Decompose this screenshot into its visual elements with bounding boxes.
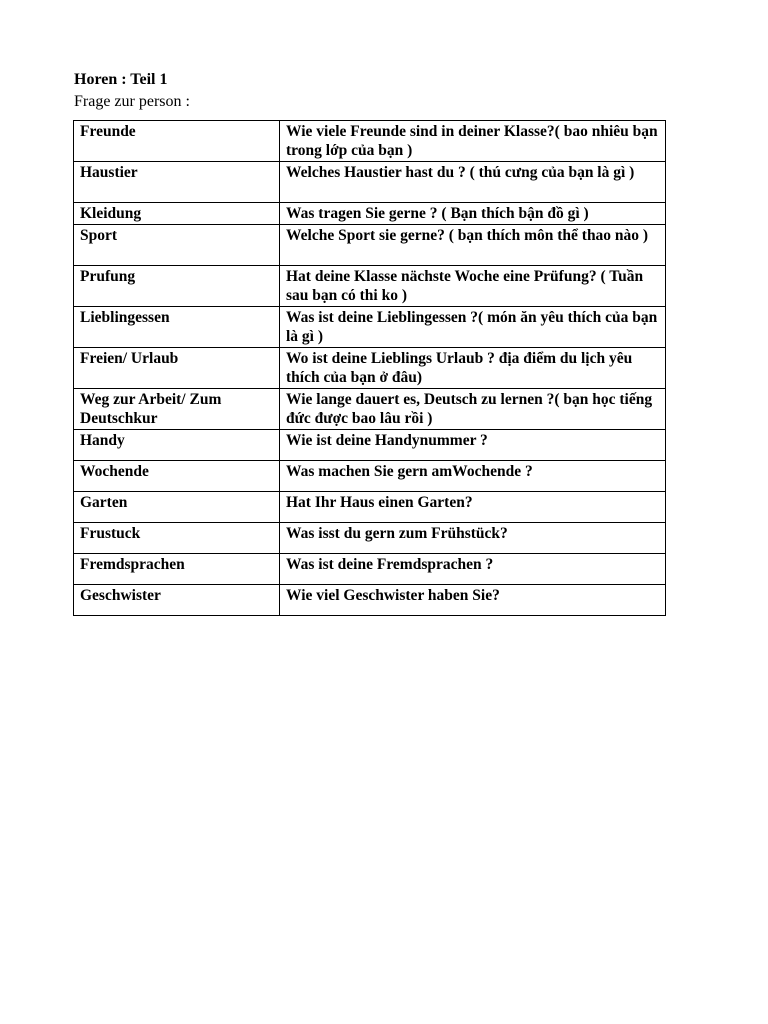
question-cell: Wie viele Freunde sind in deiner Klasse?( bao nhiêu bạn trong lớp của bạn ) [280, 121, 666, 162]
table-row [74, 389, 666, 430]
topic-cell: Fremdsprachen [74, 554, 280, 585]
question-cell: Wie viel Geschwister haben Sie? [280, 585, 666, 616]
topic-cell: Geschwister [74, 585, 280, 616]
table-row [74, 585, 666, 616]
topic-cell: Freien/ Urlaub [74, 348, 280, 389]
table-row [74, 203, 666, 225]
table-row [74, 430, 666, 461]
question-cell: Was machen Sie gern amWochende ? [280, 461, 666, 492]
question-cell: Wie lange dauert es, Deutsch zu lernen ?( bạn học tiếng đức được bao lâu rồi ) [280, 389, 666, 430]
question-cell: Hat deine Klasse nächste Woche eine Prüfung? ( Tuần sau bạn có thi ko ) [280, 266, 666, 307]
topic-cell: Prufung [74, 266, 280, 307]
table-row [74, 492, 666, 523]
topic-cell: Sport [74, 225, 280, 266]
table-row [74, 162, 666, 203]
question-cell: Was ist deine Lieblingessen ?( món ăn yêu thích của bạn là gì ) [280, 307, 666, 348]
vocabulary-table [73, 120, 666, 616]
topic-cell: Wochende [74, 461, 280, 492]
topic-cell: Weg zur Arbeit/ Zum Deutschkur [74, 389, 280, 430]
topic-cell: Kleidung [74, 203, 280, 225]
question-cell: Wo ist deine Lieblings Urlaub ? địa điểm du lịch yêu thích của bạn ở đâu) [280, 348, 666, 389]
question-cell: Wie ist deine Handynummer ? [280, 430, 666, 461]
document-subtitle: Frage zur person : [74, 93, 190, 110]
table-row [74, 461, 666, 492]
question-cell: Welche Sport sie gerne? ( bạn thích môn thể thao nào ) [280, 225, 666, 266]
topic-cell: Freunde [74, 121, 280, 162]
question-cell: Was tragen Sie gerne ? ( Bạn thích bận đồ gì ) [280, 203, 666, 225]
question-cell: Was isst du gern zum Frühstück? [280, 523, 666, 554]
table-row [74, 121, 666, 162]
table-row [74, 307, 666, 348]
table-row [74, 348, 666, 389]
question-cell: Welches Haustier hast du ? ( thú cưng của bạn là gì ) [280, 162, 666, 203]
topic-cell: Haustier [74, 162, 280, 203]
document-title: Horen : Teil 1 [74, 71, 168, 88]
question-cell: Hat Ihr Haus einen Garten? [280, 492, 666, 523]
topic-cell: Frustuck [74, 523, 280, 554]
topic-cell: Handy [74, 430, 280, 461]
table-row [74, 554, 666, 585]
table-row [74, 225, 666, 266]
table-row [74, 523, 666, 554]
table-row [74, 266, 666, 307]
topic-cell: Garten [74, 492, 280, 523]
topic-cell: Lieblingessen [74, 307, 280, 348]
question-cell: Was ist deine Fremdsprachen ? [280, 554, 666, 585]
